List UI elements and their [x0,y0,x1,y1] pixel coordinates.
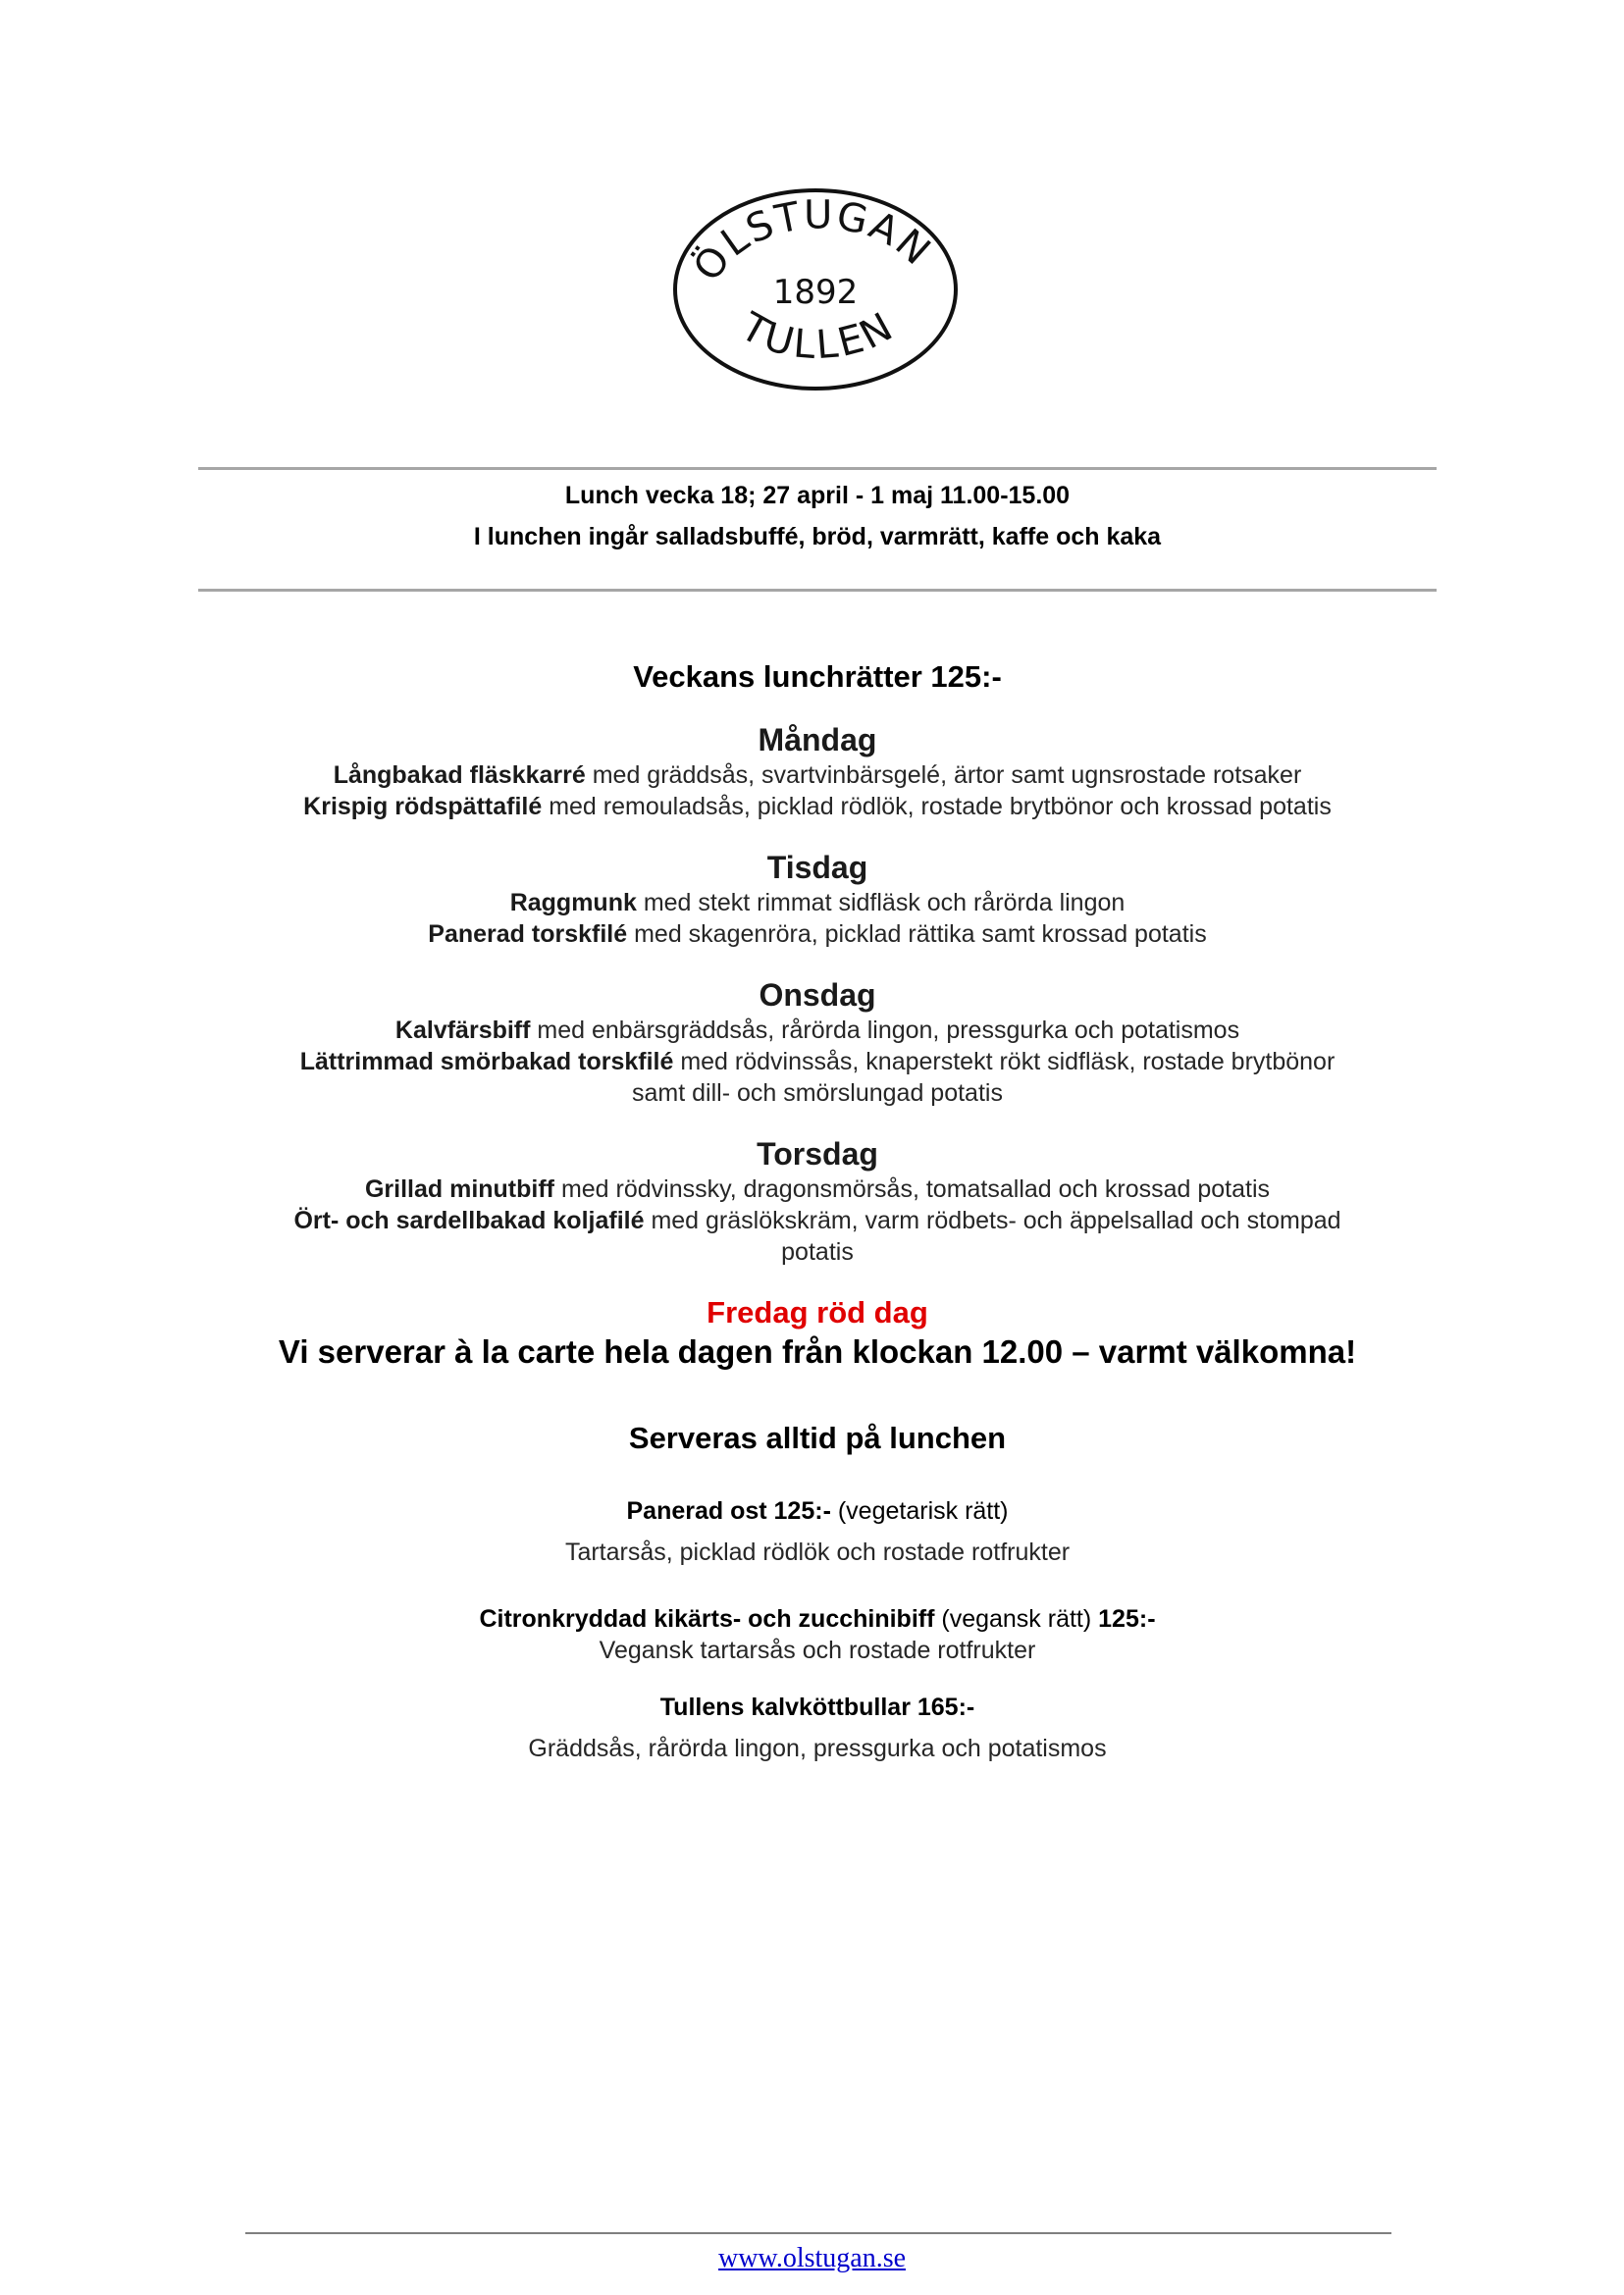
dish-line [198,791,1437,822]
dish-name: Panerad torskfilé [428,920,628,948]
dish-line [198,1174,1437,1205]
dish-line [198,1205,1437,1236]
dish-description: med remouladsås, picklad rödlök, rostade brytbönor och krossad potatis [542,793,1332,820]
holiday-subtitle: Vi serverar à la carte hela dagen från klockan 12.00 – varmt välkomna! [278,1333,1357,1370]
dish-line [198,1015,1437,1046]
day-section-tuesday [198,848,1437,950]
dish-name: Grillad minutbiff [364,1175,554,1203]
lunch-includes-line: I lunchen ingår salladsbuffé, bröd, varmrätt, kaffe och kaka [473,523,1162,550]
weekly-dishes-title: Veckans lunchrätter 125:- [633,659,1002,694]
always-item-description: Vegansk tartarsås och rostade rotfrukter [599,1637,1036,1664]
always-item [198,1603,1437,1666]
logo-year: 1892 [772,273,859,312]
dish-line [198,1046,1437,1077]
always-item-price: 125:- [1098,1605,1156,1633]
dish-line [198,918,1437,950]
dish-line [198,887,1437,918]
olstugan-logo [671,185,960,393]
always-item-name-line [198,1603,1437,1635]
menu-body [198,655,1437,1764]
day-name: Måndag [758,722,877,757]
always-item-name-line [198,1692,1437,1723]
logo-seal [671,185,960,393]
dish-name: Ört- och sardellbakad koljafilé [293,1207,645,1234]
always-served-title: Serveras alltid på lunchen [628,1421,1007,1455]
always-item [198,1495,1437,1568]
dish-description: med rödvinssås, knaperstekt rökt sidfläsk, rostade brytbönor [673,1048,1336,1075]
footer-divider [245,2232,1391,2234]
day-section-thursday [198,1134,1437,1268]
friday-holiday-notice [198,1293,1437,1372]
dish-name: Kalvfärsbiff [394,1017,531,1044]
lunch-header [198,475,1437,557]
always-item [198,1692,1437,1764]
always-item-name: Citronkryddad kikärts- och zucchinibiff [479,1605,935,1633]
dish-continuation: samt dill- och smörslungad potatis [632,1079,1003,1107]
day-name: Tisdag [766,850,868,885]
always-item-description: Tartarsås, picklad rödlök och rostade rotfrukter [564,1539,1071,1566]
dish-description: med rödvinssky, dragonsmörsås, tomatsallad och krossad potatis [554,1175,1271,1203]
dish-line [198,759,1437,791]
header-top-divider [198,467,1437,470]
always-item-name: Panerad ost 125:- [626,1497,831,1525]
day-section-monday [198,720,1437,822]
dish-description: med gräslökskräm, varm rödbets- och äppelsallad och stompad [644,1207,1341,1234]
dish-name: Lättrimmad smörbakad torskfilé [299,1048,674,1075]
dish-name: Krispig rödspättafilé [303,793,543,820]
logo-bottom-text: TULLEN [733,303,903,369]
header-bottom-divider [198,589,1437,592]
dish-description: med skagenröra, picklad rättika samt krossad potatis [627,920,1207,948]
dish-continuation: potatis [781,1238,854,1266]
always-item-name: Tullens kalvköttbullar 165:- [659,1694,975,1721]
dish-name: Långbakad fläskkarré [333,761,586,789]
dish-description: med enbärsgräddsås, rårörda lingon, pressgurka och potatismos [530,1017,1240,1044]
day-name: Onsdag [759,977,876,1013]
dish-name: Raggmunk [509,889,637,916]
logo-top-text: ÖLSTUGAN [684,192,940,290]
always-item-name-line [198,1495,1437,1527]
holiday-title: Fredag röd dag [707,1295,928,1330]
day-section-wednesday [198,975,1437,1109]
dish-description: med gräddsås, svartvinbärsgelé, ärtor samt ugnsrostade rotsaker [585,761,1302,789]
always-item-note: (vegetarisk rätt) [830,1497,1009,1525]
always-item-description: Gräddsås, rårörda lingon, pressgurka och potatismos [528,1735,1107,1762]
always-item-note: (vegansk rätt) [934,1605,1099,1633]
website-link[interactable]: www.olstugan.se [717,2243,907,2273]
lunch-week-line: Lunch vecka 18; 27 april - 1 maj 11.00-15.00 [564,482,1071,509]
dish-description: med stekt rimmat sidfläsk och rårörda lingon [636,889,1126,916]
day-name: Torsdag [757,1136,878,1172]
